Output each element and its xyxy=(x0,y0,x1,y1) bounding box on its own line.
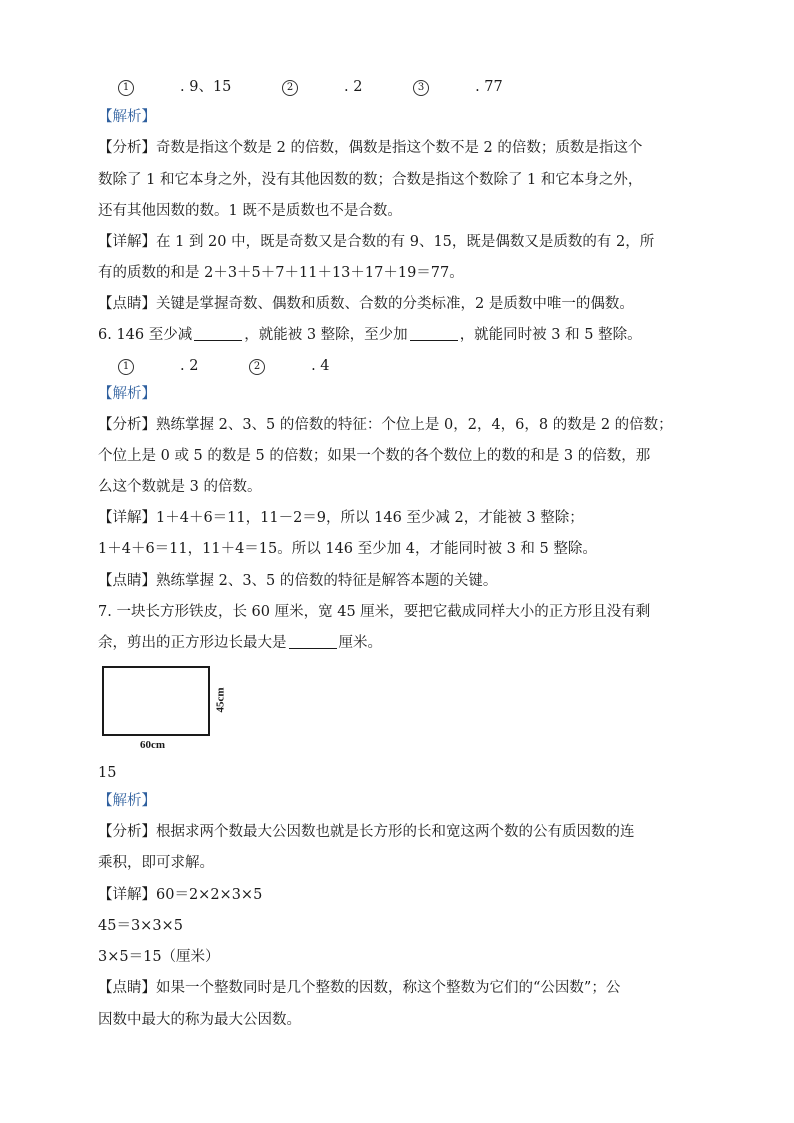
height-label: 45cm xyxy=(214,687,227,713)
answer-3: 3 . 77 xyxy=(413,77,503,97)
analysis-text: 【分析】熟练掌握 2、3、5 的倍数的特征：个位上是 0，2，4，6，8 的数是 2 的倍数； xyxy=(98,417,673,433)
width-label: 60cm xyxy=(140,739,166,751)
comment-text: 【点睛】熟练掌握 2、3、5 的倍数的特征是解答本题的关键。 xyxy=(98,573,498,589)
answer-blank xyxy=(194,326,242,341)
jiexi-heading: 【解析】 xyxy=(98,386,156,402)
detail-text: 【详解】1＋4＋6＝11，11－2＝9，所以 146 至少减 2，才能被 3 整除； xyxy=(98,510,584,526)
detail-text: 【详解】在 1 到 20 中，既是奇数又是合数的有 9、15，既是偶数又是质数的有 2，所 xyxy=(98,234,655,250)
answer-blank xyxy=(410,326,458,341)
q5-answers xyxy=(118,77,549,97)
analysis-text: 么这个数就是 3 的倍数。 xyxy=(98,479,262,495)
answer-2: 2 . 2 xyxy=(282,77,362,97)
analysis-text: 个位上是 0 或 5 的数是 5 的倍数；如果一个数的各个数位上的数的和是 3 的倍数，那 xyxy=(98,448,651,464)
question-7-cont: 余，剪出的正方形边长最大是 厘米。 xyxy=(98,635,382,651)
detail-text: 1＋4＋6＝11，11＋4＝15。所以 146 至少加 4，才能同时被 3 和 5 整除。 xyxy=(98,541,597,557)
jiexi-heading: 【解析】 xyxy=(98,109,156,125)
answer-value: 15 xyxy=(98,765,117,781)
comment-text: 【点睛】关键是掌握奇数、偶数和质数、合数的分类标准，2 是质数中唯一的偶数。 xyxy=(98,296,634,312)
q6-answers xyxy=(118,356,376,376)
answer-blank xyxy=(289,634,337,649)
detail-text: 有的质数的和是 2＋3＋5＋7＋11＋13＋17＋19＝77。 xyxy=(98,265,464,281)
analysis-text: 数除了 1 和它本身之外，没有其他因数的数；合数是指这个数除了 1 和它本身之外， xyxy=(98,172,643,188)
comment-text: 【点睛】如果一个整数同时是几个整数的因数，称这个整数为它们的“公因数”；公 xyxy=(98,980,621,996)
analysis-text: 【分析】根据求两个数最大公因数也就是长方形的长和宽这两个数的公有质因数的连 xyxy=(98,824,635,840)
detail-text: 3×5＝15（厘米） xyxy=(98,949,220,965)
jiexi-heading: 【解析】 xyxy=(98,793,156,809)
question-7: 7. 一块长方形铁皮，长 60 厘米，宽 45 厘米，要把它截成同样大小的正方形且没有剩 xyxy=(98,604,651,620)
answer-2: 2 . 4 xyxy=(249,356,329,376)
analysis-text: 【分析】奇数是指这个数是 2 的倍数，偶数是指这个数不是 2 的倍数；质数是指这个 xyxy=(98,140,643,156)
answer-1: 1 . 2 xyxy=(118,356,198,376)
detail-text: 【详解】60＝2×2×3×5 xyxy=(98,887,263,903)
comment-text: 因数中最大的称为最大公因数。 xyxy=(98,1012,301,1028)
question-6: 6. 146 至少减 ，就能被 3 整除，至少加 ，就能同时被 3 和 5 整除。 xyxy=(98,327,642,343)
analysis-text: 乘积，即可求解。 xyxy=(98,855,214,871)
analysis-text: 还有其他因数的数。1 既不是质数也不是合数。 xyxy=(98,203,402,219)
rectangle-figure xyxy=(102,666,210,736)
detail-text: 45＝3×3×5 xyxy=(98,918,183,934)
answer-1: 1 . 9、15 xyxy=(118,77,231,97)
